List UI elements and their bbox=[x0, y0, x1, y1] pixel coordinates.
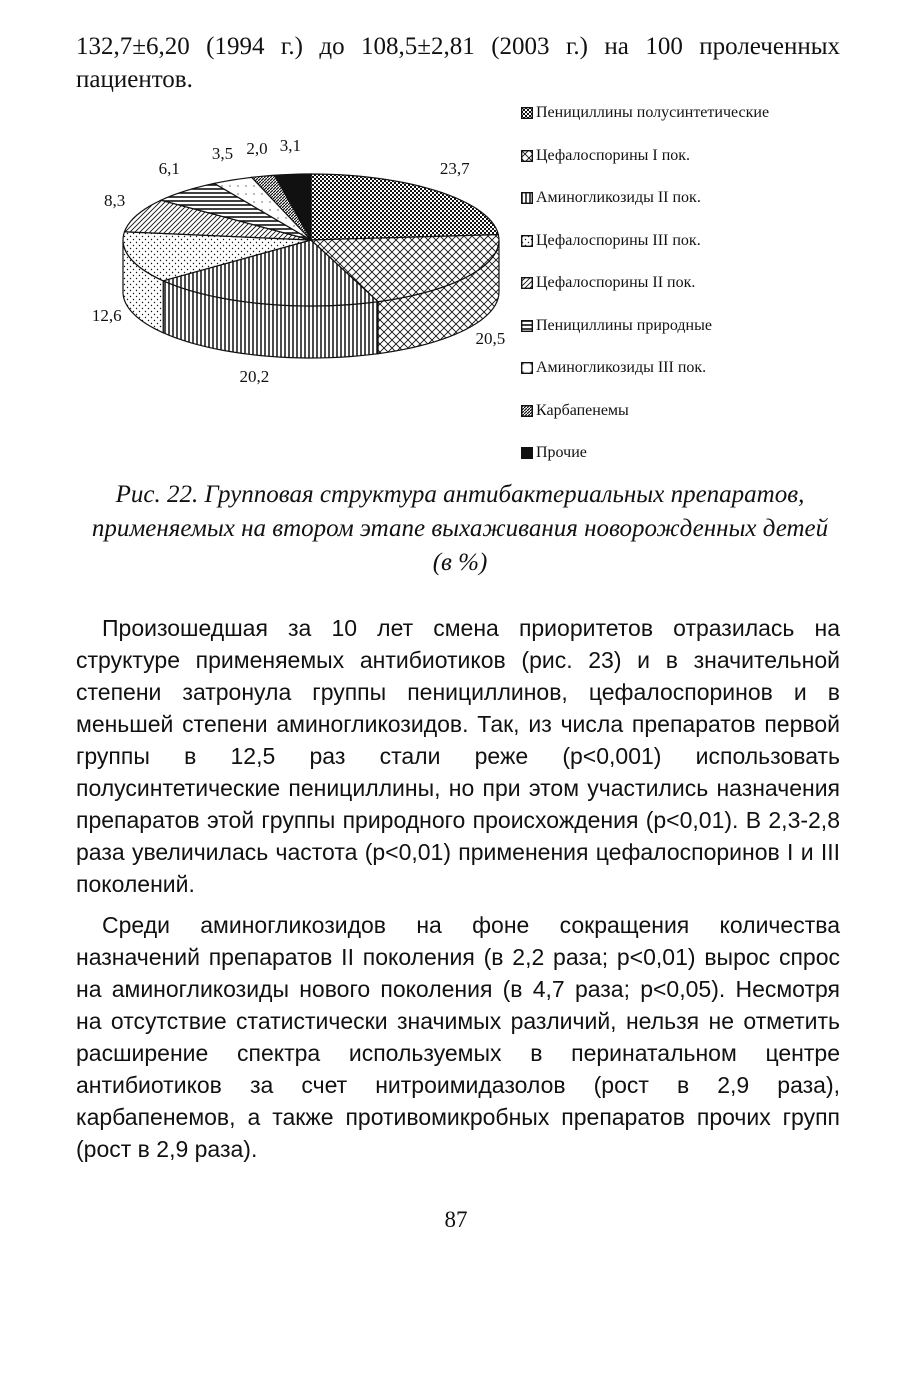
legend-swatch-icon bbox=[521, 107, 533, 119]
legend-item bbox=[521, 177, 841, 220]
page-number: 87 bbox=[444, 1207, 468, 1232]
legend-label: Пенициллины полусинтетические bbox=[536, 104, 770, 122]
chart-legend bbox=[521, 92, 841, 475]
pie-slice-top bbox=[311, 174, 498, 240]
legend-swatch-icon bbox=[521, 405, 533, 417]
legend-swatch-icon bbox=[521, 150, 533, 162]
legend-item bbox=[521, 305, 841, 348]
paragraph: Среди аминогликозидов на фоне сокращения количества назначений препаратов II поколения (в 2,2 раза; p<0,01) вырос спрос на аминогликозиды нового поколения (в 4,7 раза; p<0,05). Несмотря на отсутствие статистически значимых различий, нельзя не отметить расширение спектра используемых в перинатальном центре антибиотиков за счет нитроимидазолов (рост в 2,9 раза), карбапенемов, а также противомикробных препаратов прочих групп (рост в 2,9 раза). bbox=[76, 912, 840, 1162]
paragraph: Произошедшая за 10 лет смена приоритетов отразилась на структуре применяемых антибиотиков (рис. 23) и в значительной степени затронула группы пенициллинов, цефалоспоринов и в меньшей степени аминогликозидов. Так, из числа препаратов первой группы в 12,5 раз стали реже (p<0,001) использовать полусинтетические пенициллины, но при этом участились назначения препаратов этой группы природного происхождения (p<0,01). В 2,3-2,8 раза увеличилась частота (p<0,01) применения цефалоспоринов I и III поколений. bbox=[76, 615, 840, 897]
pie-value-label: 3,5 bbox=[211, 144, 234, 163]
top-text: 132,7±6,20 (1994 г.) до 108,5±2,81 (2003 г.) на 100 пролеченных пациентов. bbox=[76, 33, 840, 93]
legend-label: Цефалоспорины I пок. bbox=[536, 146, 691, 164]
legend-label: Пенициллины природные bbox=[536, 316, 712, 334]
legend-item bbox=[521, 262, 841, 305]
pie-value-label: 2,0 bbox=[246, 138, 268, 158]
legend-swatch-icon bbox=[521, 235, 533, 247]
legend-label: Аминогликозиды II пок. bbox=[536, 189, 701, 207]
pie-chart-svg bbox=[84, 88, 504, 398]
legend-item bbox=[521, 135, 841, 178]
legend-label: Цефалоспорины II пок. bbox=[536, 274, 696, 292]
legend-label: Карбапенемы bbox=[536, 401, 629, 419]
legend-item bbox=[521, 347, 841, 390]
legend-item bbox=[521, 390, 841, 433]
pie-chart bbox=[84, 88, 504, 398]
legend-swatch-icon bbox=[521, 320, 533, 332]
pie-value-label: 20,2 bbox=[239, 366, 270, 386]
legend-item bbox=[521, 432, 841, 475]
legend-label: Аминогликозиды III пок. bbox=[536, 359, 707, 377]
pie-value-label: 6,1 bbox=[158, 158, 180, 178]
pie-value-label: 8,3 bbox=[103, 190, 126, 210]
pie-value-label: 20,5 bbox=[475, 328, 506, 348]
legend-swatch-icon bbox=[521, 192, 533, 204]
legend-swatch-icon bbox=[521, 277, 533, 289]
pie-value-label: 12,6 bbox=[91, 305, 122, 325]
legend-item bbox=[521, 220, 841, 263]
figure-caption: Рис. 22. Групповая структура антибактериальных препаратов, применяемых на втором этапе выхаживания новорожденных детей (в %) bbox=[91, 481, 829, 576]
body-text bbox=[76, 612, 840, 1165]
legend-label: Цефалоспорины III пок. bbox=[536, 231, 701, 249]
legend-item bbox=[521, 92, 841, 135]
legend-label: Прочие bbox=[536, 444, 587, 462]
pie-value-label: 3,1 bbox=[279, 136, 302, 156]
legend-swatch-icon bbox=[521, 362, 533, 374]
legend-swatch-icon bbox=[521, 447, 533, 459]
pie-value-label: 23,7 bbox=[439, 159, 470, 179]
